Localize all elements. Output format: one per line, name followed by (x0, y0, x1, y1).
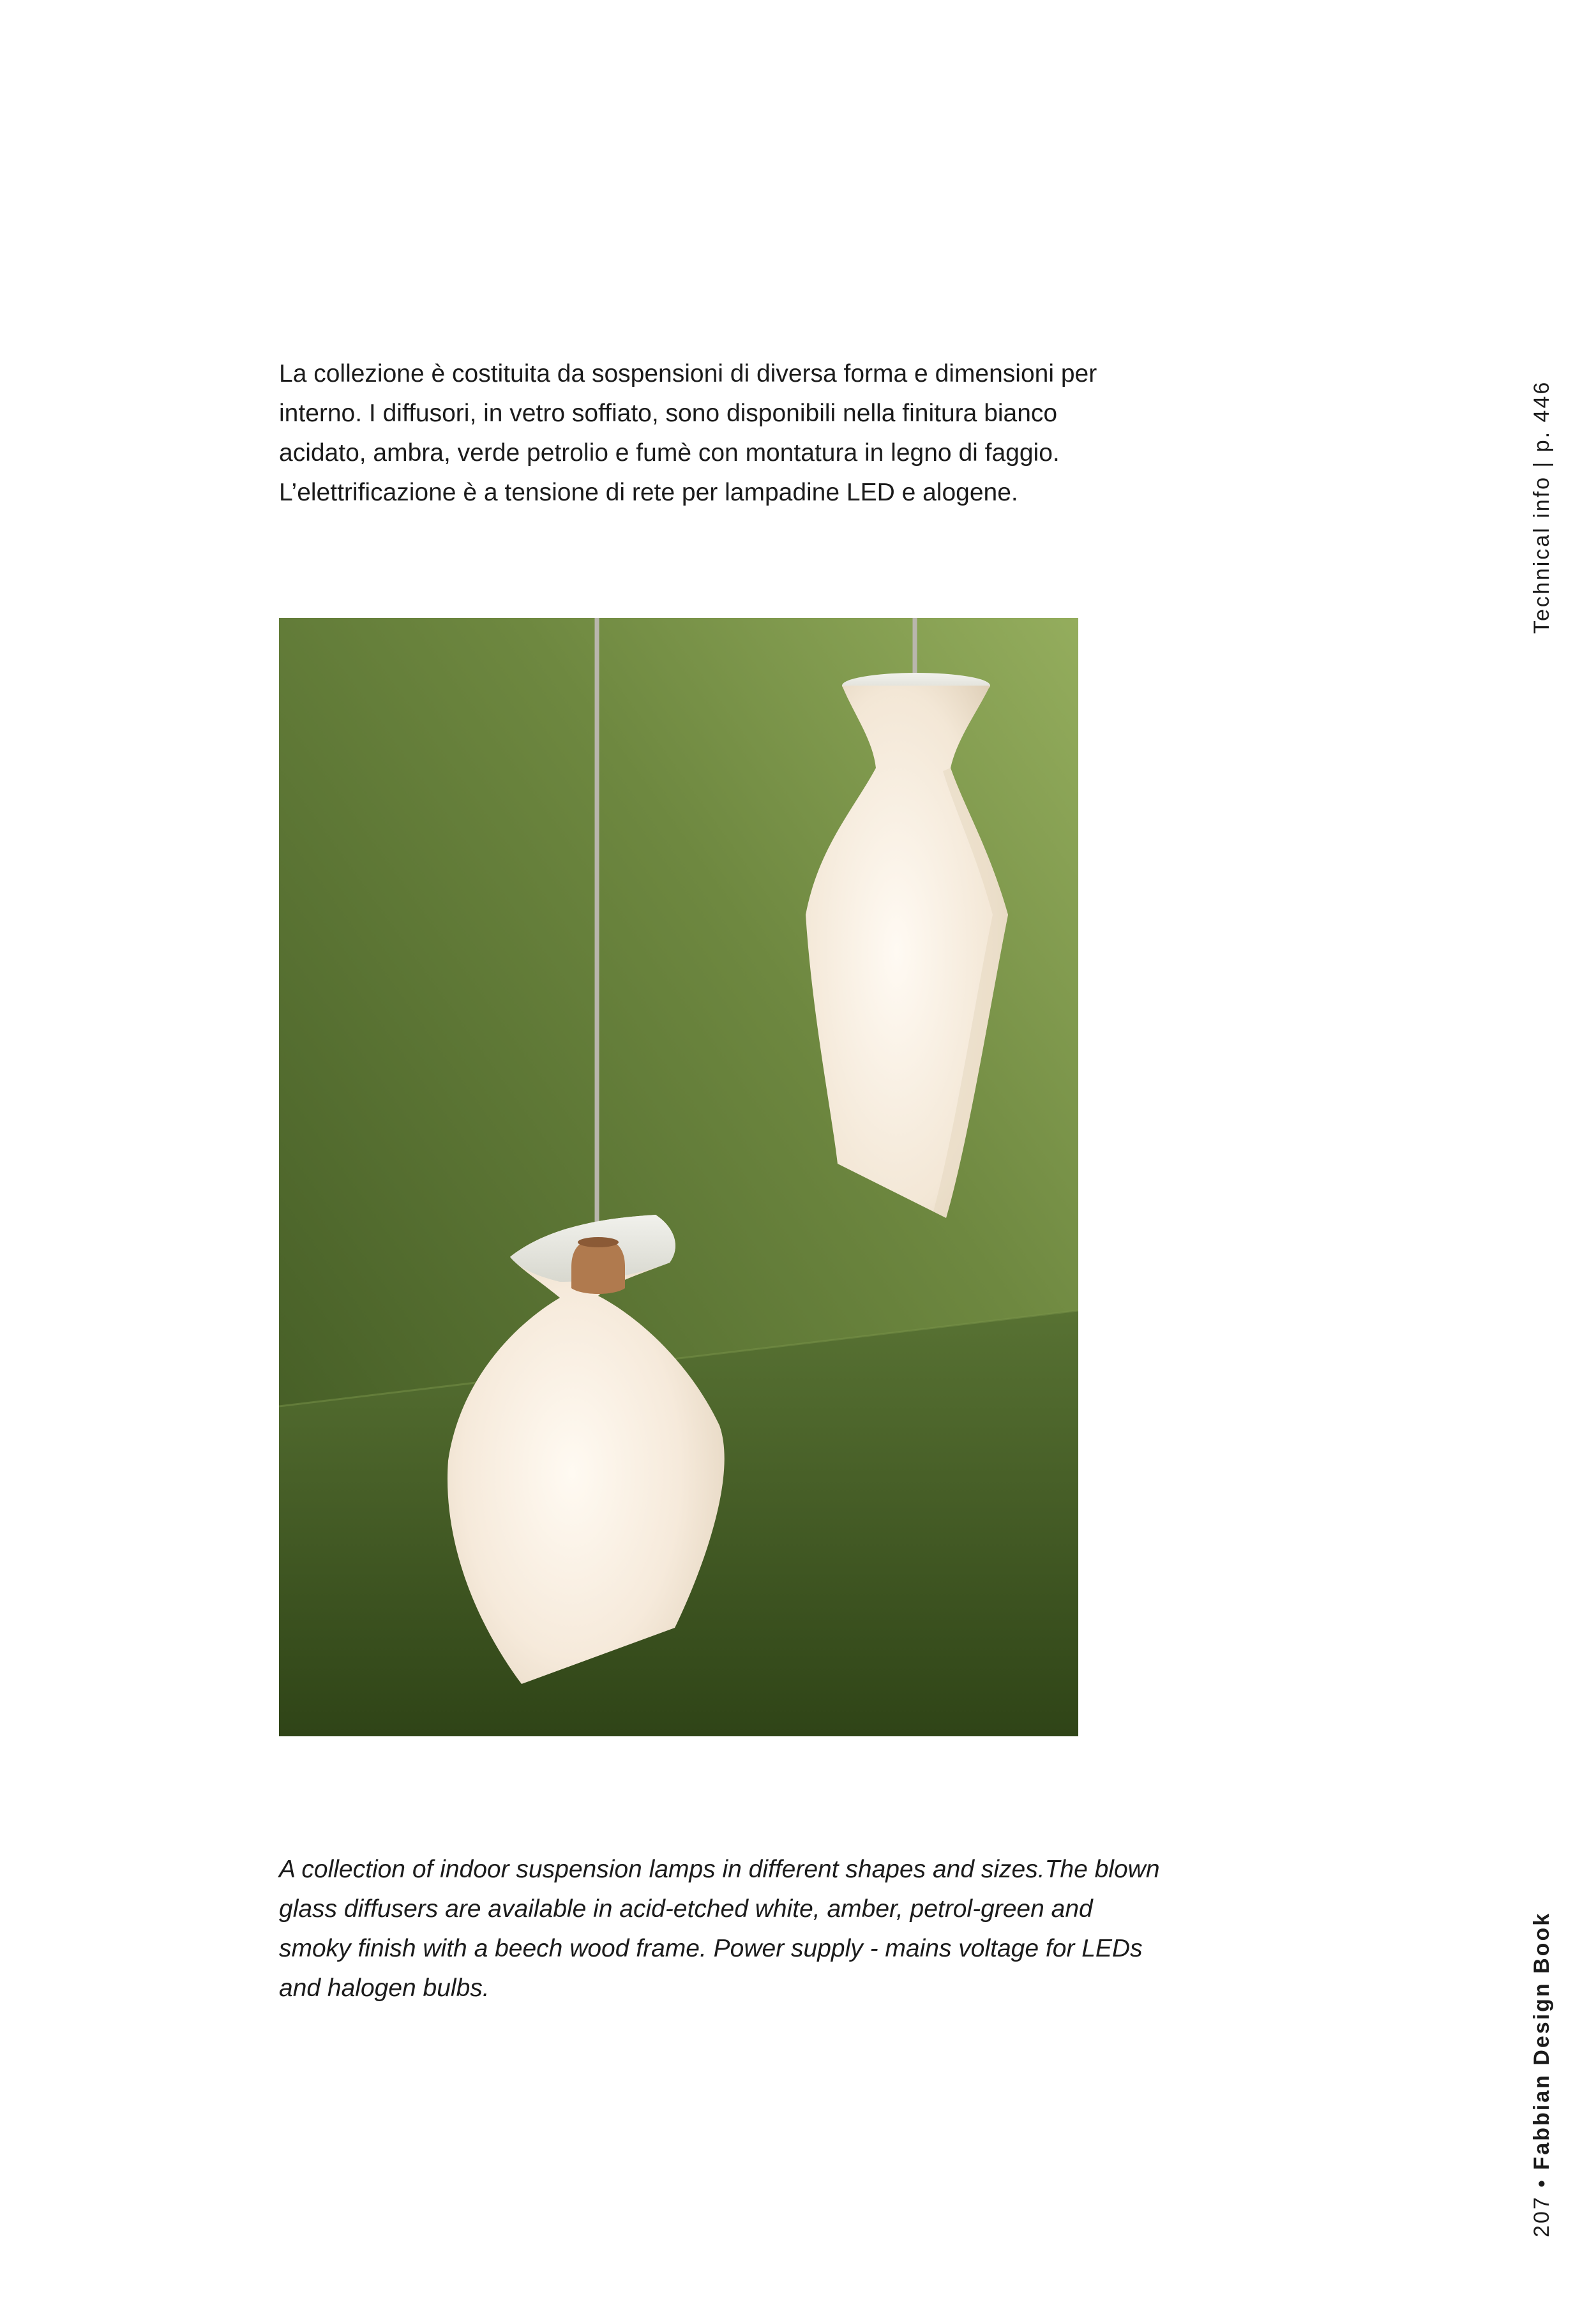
intro-line: La collezione è costituita da sospensioni di diversa forma e dimensioni per (279, 360, 1097, 387)
book-title: Fabbian Design Book (1530, 1911, 1554, 2170)
page-footer (1530, 1912, 1555, 2237)
product-photo (279, 618, 1078, 1736)
intro-line: L’elettrificazione è a tensione di rete per lampadine LED e alogene. (279, 479, 1018, 506)
intro-line: interno. I diffusori, in vetro soffiato, sono disponibili nella finitura bianco (279, 400, 1058, 427)
caption-line: smoky finish with a beech wood frame. Power supply - mains voltage for LEDs (279, 1935, 1143, 1962)
bullet-separator: • (1530, 2177, 1554, 2188)
page-number: 207 (1530, 2195, 1554, 2237)
caption-line: glass diffusers are available in acid-etched white, amber, petrol-green and (279, 1895, 1093, 1923)
caption-line: A collection of indoor suspension lamps in different shapes and sizes.The blown (279, 1856, 1160, 1883)
english-caption (279, 1850, 1224, 2008)
intro-paragraph (279, 354, 1224, 513)
intro-line: acidato, ambra, verde petrolio e fumè con montatura in legno di faggio. (279, 439, 1060, 467)
technical-info-reference: Technical info | p. 446 (1530, 380, 1554, 634)
caption-line: and halogen bulbs. (279, 1974, 490, 2002)
